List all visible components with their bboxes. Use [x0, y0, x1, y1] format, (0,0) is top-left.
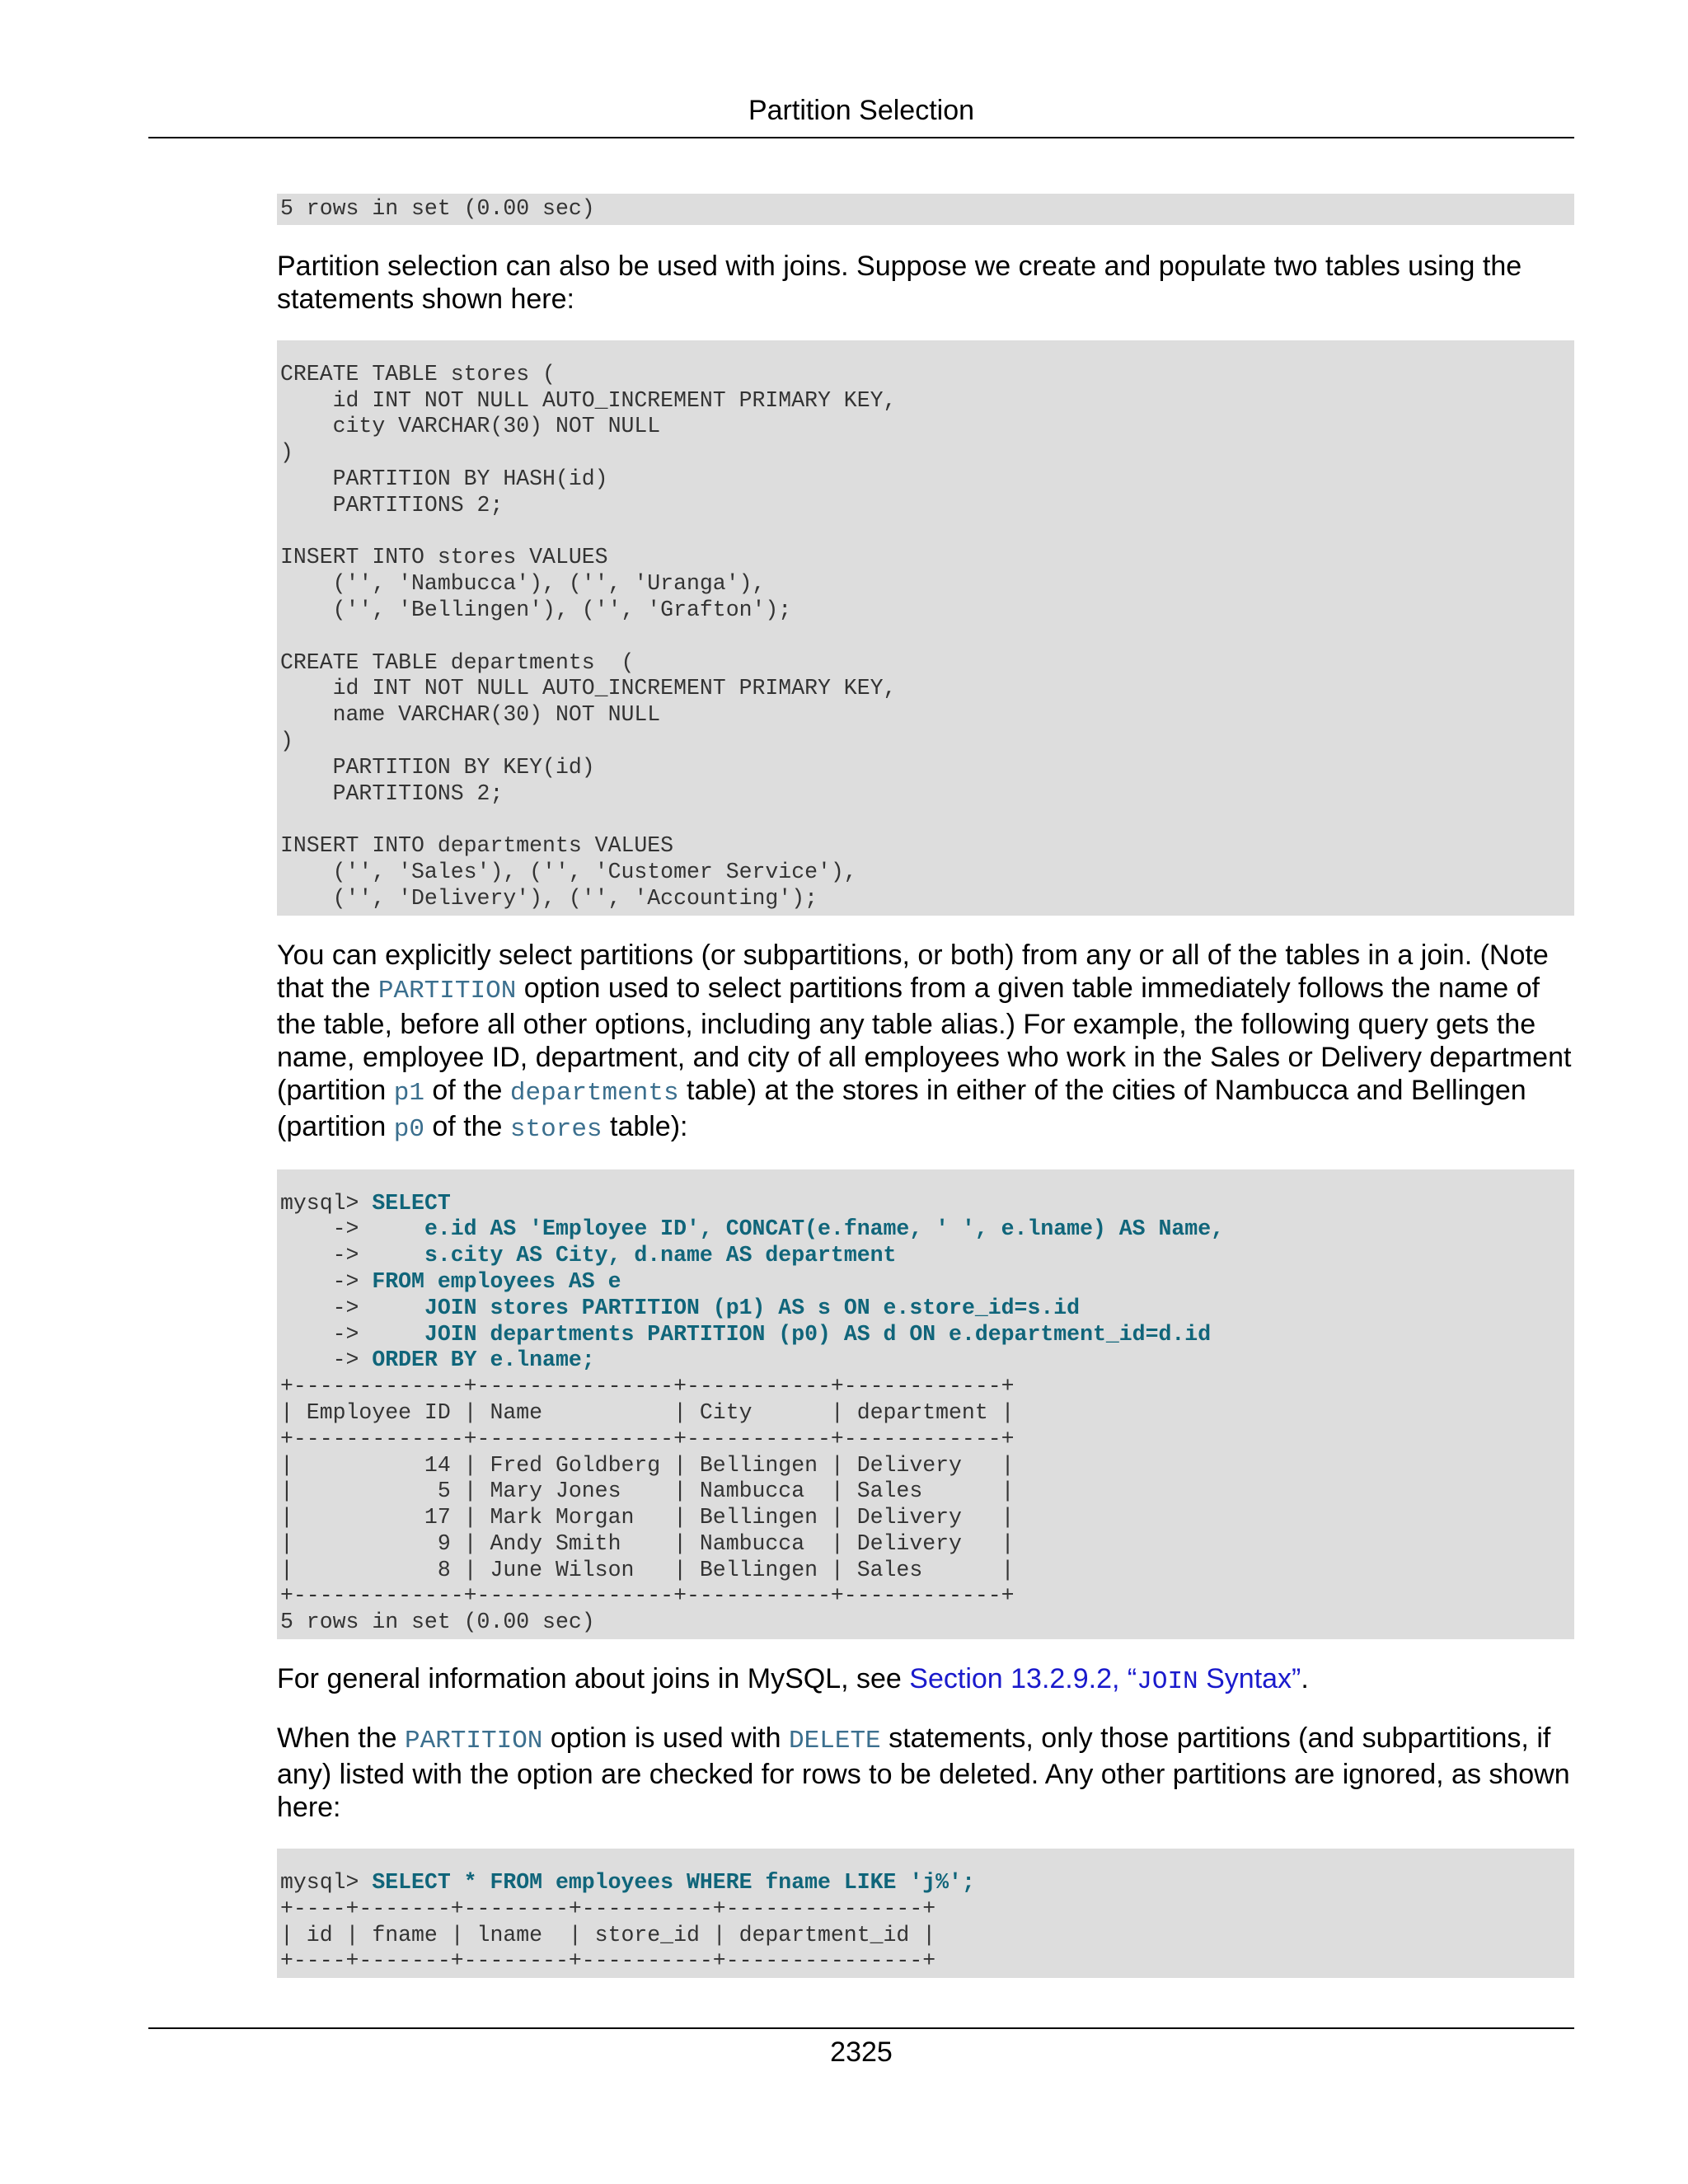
text: of the	[424, 1074, 510, 1106]
code-p1: p1	[393, 1078, 424, 1108]
code-partition: PARTITION	[377, 976, 517, 1005]
text: statements, only those partitions (and subpartitions, if any) listed with the option are checked for rows to be deleted. Any other partitions are ignored, as shown here:	[277, 1722, 1570, 1824]
query-line: FROM employees AS e	[372, 1268, 621, 1294]
continuation-prompt: ->	[280, 1216, 424, 1242]
code-block-select-employees	[277, 1849, 1574, 1978]
text: .	[1301, 1663, 1309, 1695]
page-header-title: Partition Selection	[748, 95, 975, 126]
continuation-prompt: ->	[280, 1321, 424, 1347]
join-syntax-link[interactable]	[909, 1663, 1301, 1697]
paragraph-explicit-partitions	[277, 939, 1574, 1146]
text: option used to select partitions from a given table immediately follows the name of the table, before all other options, including any table alias.) For example, the following query gets the name, employee ID, department, and city of all employees who work in the Sales or Delivery department (partition	[277, 972, 1572, 1106]
result-line: 5 rows in set (0.00 sec)	[277, 194, 1574, 225]
code-block-create-tables: CREATE TABLE stores ( id INT NOT NULL AUTO_INCREMENT PRIMARY KEY, city VARCHAR(30) NOT NULL ) PARTITION BY HASH(id) PARTITIONS 2; INSERT INTO stores VALUES ('', 'Nambucca'), ('', 'Uranga'), ('', 'Bellingen'), ('', 'Grafton'); CREATE TABLE departments ( id INT NOT NULL AUTO_INCREMENT PRIMARY KEY, name VARCHAR(30) NOT NULL ) PARTITION BY KEY(id) PARTITIONS 2; INSERT INTO departments VALUES ('', 'Sales'), ('', 'Customer Service'), ('', 'Delivery'), ('', 'Accounting');	[277, 340, 1574, 916]
paragraph-join-info	[277, 1662, 1574, 1699]
text: option is used with	[542, 1722, 790, 1755]
paragraph-joins-intro: Partition selection can also be used with joins. Suppose we create and populate two tables using the statements shown here:	[277, 250, 1522, 315]
result-table: +----+-------+--------+----------+---------------+ | id | fname | lname | store_id | department_id | +----+-------+--------+----------+---------------+	[280, 1896, 936, 1974]
link-code: JOIN	[1137, 1667, 1198, 1697]
text: For general information about joins in MySQL, see	[277, 1663, 910, 1695]
code-p0: p0	[393, 1114, 424, 1144]
query-line: SELECT * FROM employees WHERE fname LIKE 'j%';	[372, 1870, 975, 1896]
continuation-prompt: ->	[280, 1268, 373, 1294]
code-departments: departments	[509, 1078, 679, 1108]
code-stores: stores	[509, 1114, 603, 1144]
link-text: Section 13.2.9.2, “	[909, 1663, 1137, 1695]
page-content	[277, 194, 1574, 1978]
text: When the	[277, 1722, 405, 1755]
query-line: SELECT	[372, 1190, 451, 1216]
text: of the	[424, 1110, 510, 1142]
prompt: mysql>	[280, 1190, 373, 1216]
code-delete: DELETE	[789, 1727, 881, 1756]
text: table):	[602, 1110, 688, 1142]
text: You can explicitly select partitions (or subpartitions, or both) from any or all of the tables in a join. (Note that the	[277, 939, 1549, 1004]
text: table) at the stores in either of the cities of Nambucca and Bellingen (partition	[277, 1074, 1526, 1142]
footer-rule	[148, 2027, 1574, 2029]
code-block-join-query	[277, 1169, 1574, 1640]
result-table: +-------------+---------------+-----------+------------+ | Employee ID | Name | City | department | +-------------+---------------+-----------+------------+ | 14 | Fred Goldberg | Bellingen | Delivery | | 5 | Mary Jones | Nambucca | Sales | | 17 | Mark Morgan | Bellingen | Delivery | | 9 | Andy Smith | Nambucca | Delivery | | 8 | June Wilson | Bellingen | Sales | +-------------+---------------+-----------+------------+ 5 rows in set (0.00 sec)	[280, 1374, 1015, 1635]
query-line: JOIN stores PARTITION (p1) AS s ON e.store_id=s.id	[424, 1295, 1081, 1320]
code-partition: PARTITION	[404, 1727, 543, 1756]
header-rule	[148, 137, 1574, 138]
link-text: Syntax”	[1198, 1663, 1301, 1695]
prompt: mysql>	[280, 1870, 373, 1896]
page-number: 2325	[830, 2036, 893, 2068]
query-line: e.id AS 'Employee ID', CONCAT(e.fname, ' ', e.lname) AS Name,	[424, 1216, 1224, 1242]
continuation-prompt: ->	[280, 1243, 424, 1268]
continuation-prompt: ->	[280, 1295, 424, 1320]
query-line: ORDER BY e.lname;	[372, 1347, 595, 1373]
paragraph-delete-partition	[277, 1722, 1574, 1824]
continuation-prompt: ->	[280, 1347, 373, 1373]
query-line: JOIN departments PARTITION (p0) AS d ON e.department_id=d.id	[424, 1321, 1212, 1347]
query-line: s.city AS City, d.name AS department	[424, 1243, 897, 1268]
